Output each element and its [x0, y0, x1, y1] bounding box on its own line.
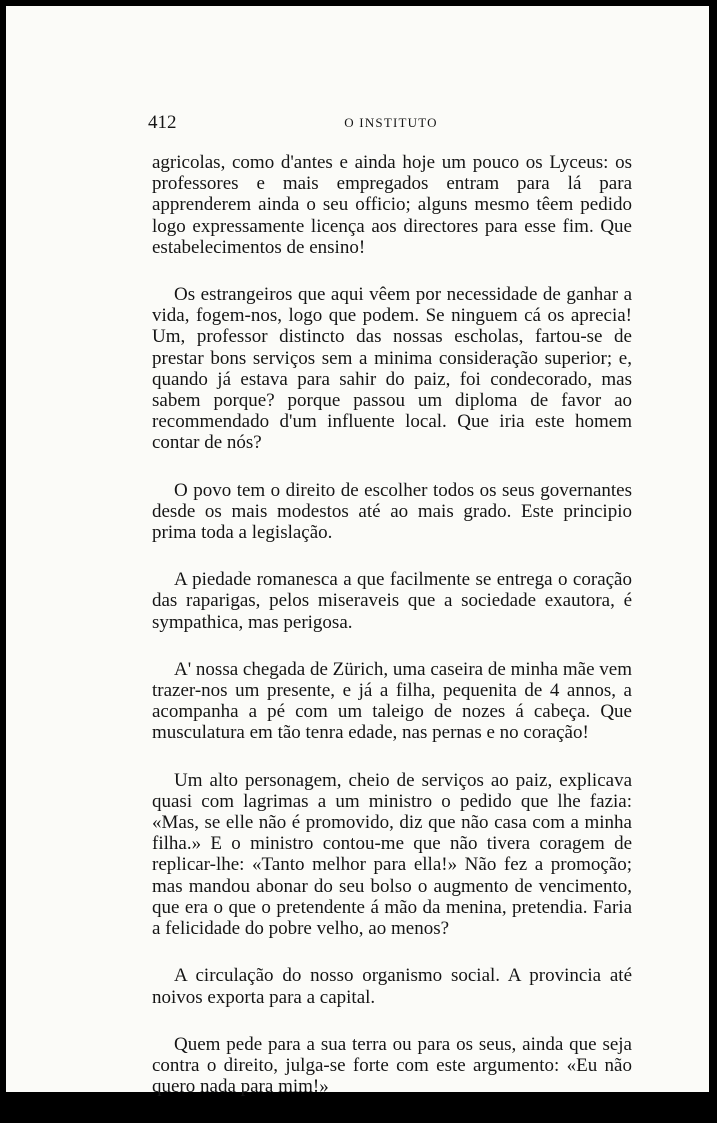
- body-text: [152, 152, 632, 1123]
- page-header: [148, 112, 634, 134]
- paragraph: A circulação do nosso organismo social. A provincia até noivos exporta para a capital.: [152, 965, 632, 1008]
- page-number: 412: [148, 112, 177, 133]
- paragraph: Os estrangeiros que aqui vêem por necessidade de ganhar a vida, fogem-nos, logo que podem. Se ninguem cá os aprecia! Um, professor distincto das nossas escholas, fartou-se de prestar bons serviços sem a minima consideração superior; e, quando já estava para sahir do paiz, foi condecorado, mas sabem porque? porque passou um diploma de favor ao recommendado d'um influente local. Que iria este homem contar de nós?: [152, 284, 632, 454]
- paragraph: A piedade romanesca a que facilmente se entrega o coração das raparigas, pelos miseraveis que a sociedade exautora, é sympathica, mas perigosa.: [152, 569, 632, 633]
- paragraph: agricolas, como d'antes e ainda hoje um pouco os Lyceus: os professores e mais empregados entram para lá para apprenderem ainda o seu officio; alguns mesmo têem pedido logo expressamente licença aos directores para esse fim. Que estabelecimentos de ensino!: [152, 152, 632, 258]
- paragraph: Quem pede para a sua terra ou para os seus, ainda que seja contra o direito, julga-se forte com este argumento: «Eu não quero nada para mim!»: [152, 1033, 632, 1098]
- paragraph: Um alto personagem, cheio de serviços ao paiz, explicava quasi com lagrimas a um ministro o pedido que lhe fazia: «Mas, se elle não é promovido, diz que não casa com a minha filha.» E o ministro contou-me que não tivera coragem de replicar-lhe: «Tanto melhor para ella!» Não fez a promoção; mas mandou abonar do seu bolso o augmento de vencimento, que era o que o pretendente á mão da menina, pretendia. Faria a felicidade do pobre velho, ao menos?: [152, 769, 632, 940]
- paragraph: A' nossa chegada de Zürich, uma caseira de minha mãe vem trazer-nos um presente, e já a filha, pequenita de 4 annos, a acompanha a pé com um taleigo de nozes á cabeça. Que musculatura em tão tenra edade, nas pernas e no coração!: [152, 658, 632, 744]
- page: [6, 6, 709, 1098]
- running-title: O INSTITUTO: [344, 115, 438, 130]
- paragraph: O povo tem o direito de escolher todos os seus governantes desde os mais modestos até ao mais grado. Este principio prima toda a legislação.: [152, 479, 632, 544]
